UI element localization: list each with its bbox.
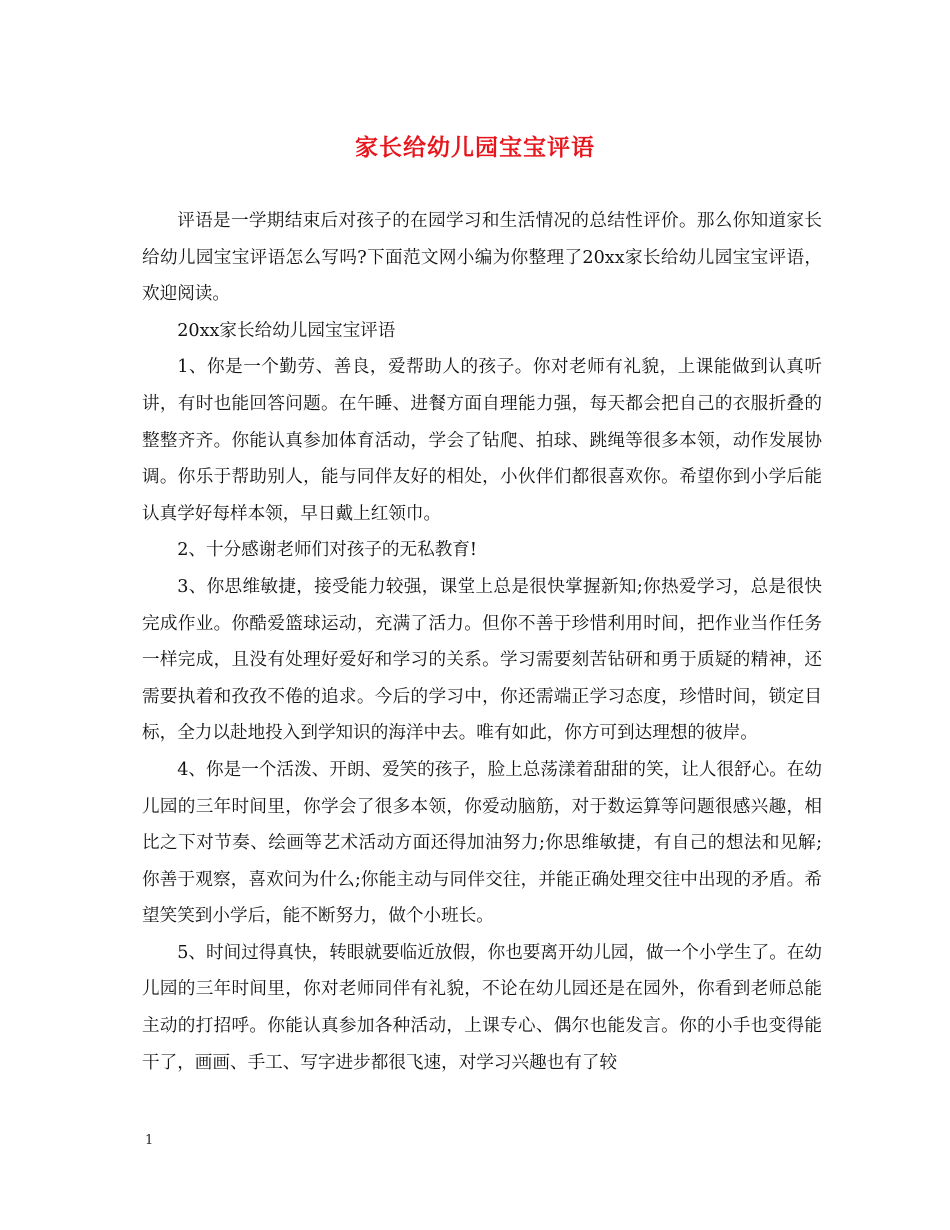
paragraph-intro: 评语是一学期结束后对孩子的在园学习和生活情况的总结性评价。那么你知道家长给幼儿园宝宝评语怎么写吗?下面范文网小编为你整理了20xx家长给幼儿园宝宝评语，欢迎阅读。	[142, 211, 822, 305]
paragraph-comment-4: 4、你是一个活泼、开朗、爱笑的孩子，脸上总荡漾着甜甜的笑，让人很舒心。在幼儿园的三年时间里，你学会了很多本领，你爱动脑筋，对于数运算等问题很感兴趣，相比之下对节奏、绘画等艺术活动方面还得加油努力;你思维敏捷，有自己的想法和见解;你善于观察，喜欢问为什么;你能主动与同伴交往，并能正确处理交往中出现的矛盾。希望笑笑到小学后，能不断努力，做个小班长。	[142, 759, 822, 927]
paragraph-comment-5: 5、时间过得真快，转眼就要临近放假，你也要离开幼儿园，做一个小学生了。在幼儿园的三年时间里，你对老师同伴有礼貌，不论在幼儿园还是在园外，你看到老师总能主动的打招呼。你能认真参加各种活动，上课专心、偶尔也能发言。你的小手也变得能干了，画画、手工、写字进步都很飞速，对学习兴趣也有了较	[142, 942, 822, 1073]
paragraph-comment-3: 3、你思维敏捷，接受能力较强，课堂上总是很快掌握新知;你热爱学习，总是很快完成作业。你酷爱篮球运动，充满了活力。但你不善于珍惜利用时间，把作业当作任务一样完成，且没有处理好爱好和学习的关系。学习需要刻苦钻研和勇于质疑的精神，还需要执着和孜孜不倦的追求。今后的学习中，你还需端正学习态度，珍惜时间，锁定目标，全力以赴地投入到学知识的海洋中去。唯有如此，你方可到达理想的彼岸。	[142, 576, 822, 744]
paragraph-comment-2: 2、十分感谢老师们对孩子的无私教育!	[177, 540, 477, 561]
document-body	[142, 203, 822, 1081]
paragraph-comment-1: 1、你是一个勤劳、善良，爱帮助人的孩子。你对老师有礼貌，上课能做到认真听讲，有时也能回答问题。在午睡、进餐方面自理能力强，每天都会把自己的衣服折叠的整整齐齐。你能认真参加体育活动，学会了钻爬、拍球、跳绳等很多本领，动作发展协调。你乐于帮助别人，能与同伴友好的相处，小伙伴们都很喜欢你。希望你到小学后能认真学好每样本领，早日戴上红领巾。	[142, 357, 822, 524]
page-number: 1	[145, 1133, 154, 1148]
page-title: 家长给幼儿园宝宝评语	[355, 134, 595, 161]
paragraph-subheading: 20xx家长给幼儿园宝宝评语	[177, 320, 396, 341]
